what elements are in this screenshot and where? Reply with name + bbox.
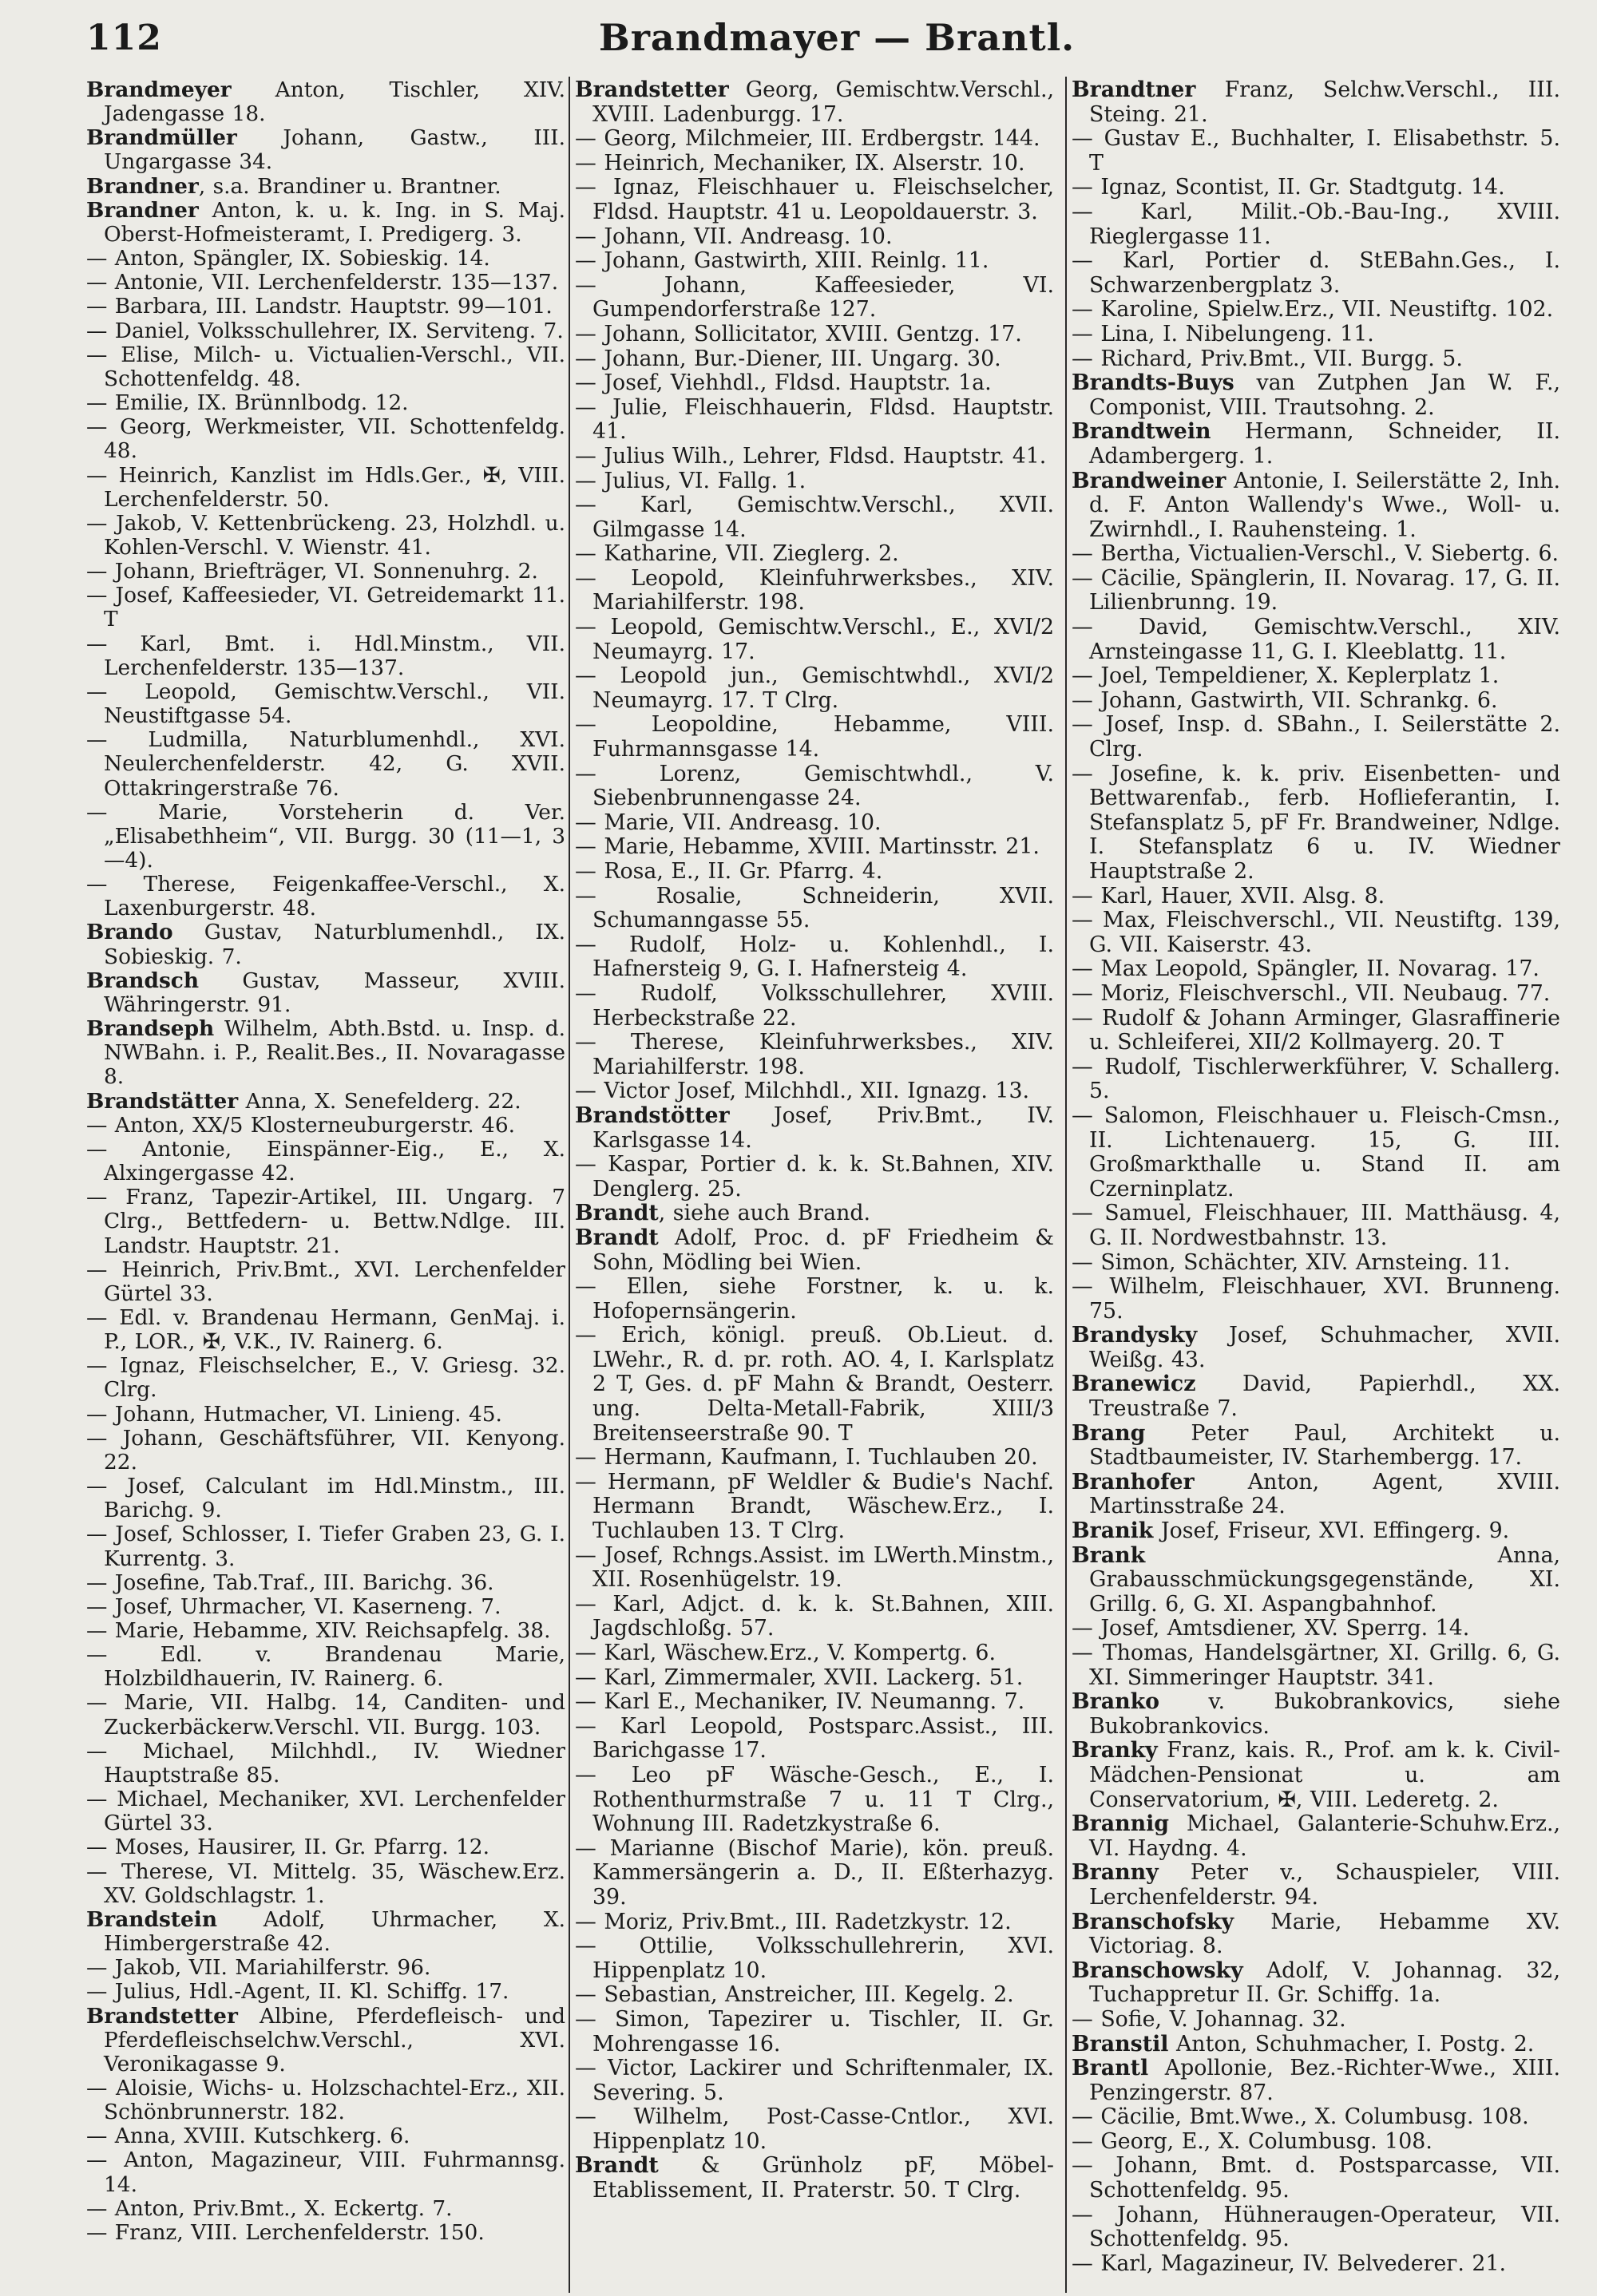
entry-headword: Brandner bbox=[86, 173, 199, 199]
column-3 bbox=[1072, 78, 1560, 2276]
running-head: Brandmayer — Brantl. bbox=[598, 16, 1076, 59]
directory-entry: — Ottilie, Volksschullehrerin, XVI. Hippenplatz 10. bbox=[575, 1934, 1054, 1983]
directory-entry: — Moriz, Priv.Bmt., III. Radetzkystr. 12. bbox=[575, 1909, 1012, 1934]
directory-entry: — Heinrich, Kanzlist im Hdls.Ger., ✠, VIII. Lerchenfelderstr. 50. bbox=[86, 462, 565, 512]
directory-entry: Branko v. Bukobrankovics, siehe Bukobrankovics. bbox=[1072, 1689, 1560, 1739]
directory-entry: — Josef, Schlosser, I. Tiefer Graben 23, G. I. Kurrentg. 3. bbox=[86, 1522, 565, 1571]
directory-entry: — Georg, Werkmeister, VII. Schottenfeldg. 48. bbox=[86, 414, 565, 464]
directory-entry: — Josef, Uhrmacher, VI. Kaserneng. 7. bbox=[86, 1593, 501, 1619]
page-header bbox=[86, 11, 1587, 62]
directory-entry: — Josef, Insp. d. SBahn., I. Seilerstätte 2. Clrg. bbox=[1072, 712, 1560, 762]
directory-entry: — Rudolf, Tischlerwerkführer, V. Schallerg. 5. bbox=[1072, 1054, 1560, 1104]
page-number: 112 bbox=[86, 18, 162, 58]
directory-entry: Brandt & Grünholz pF, Möbel-Etablissement, II. Praterstr. 50. T Clrg. bbox=[575, 2153, 1054, 2203]
directory-entry: — Julius, VI. Fallg. 1. bbox=[575, 468, 806, 493]
directory-entry: — Josef, Amtsdiener, XV. Sperrg. 14. bbox=[1072, 1616, 1470, 1641]
directory-entry: Brandstetter Albine, Pferdefleisch- und Pferdefleischselchw.Verschl., XVI. Veronikagasse 9. bbox=[86, 2003, 565, 2076]
directory-entry: — Daniel, Volksschullehrer, IX. Serviteng. 7. bbox=[86, 318, 564, 343]
directory-entry: — Richard, Priv.Bmt., VII. Burgg. 5. bbox=[1072, 346, 1463, 371]
directory-entry: — Julius Wilh., Lehrer, Fldsd. Hauptstr. 41. bbox=[575, 443, 1047, 469]
directory-entry: Brandt Adolf, Proc. d. pF Friedheim & Sohn, Mödling bei Wien. bbox=[575, 1225, 1054, 1275]
directory-entry: Branhofer Anton, Agent, XVIII. Martinsstraße 24. bbox=[1072, 1469, 1560, 1519]
entry-headword: Brandsch bbox=[86, 968, 200, 993]
directory-entry: — Karl, Adjct. d. k. k. St.Bahnen, XIII. Jagdschloßg. 57. bbox=[575, 1591, 1054, 1641]
directory-entry: — Anton, XX/5 Klosterneuburgerstr. 46. bbox=[86, 1112, 516, 1138]
directory-entry: — Cäcilie, Bmt.Wwe., X. Columbusg. 108. bbox=[1072, 2104, 1529, 2130]
directory-entry: — Michael, Mechaniker, XVI. Lerchenfelder Gürtel 33. bbox=[86, 1787, 565, 1836]
directory-entry: — Wilhelm, Post-Casse-Cntlor., XVI. Hippenplatz 10. bbox=[575, 2104, 1054, 2154]
directory-entry: Brang Peter Paul, Architekt u. Stadtbaumeister, IV. Starhembergg. 17. bbox=[1072, 1420, 1560, 1471]
directory-entry: Brandstätter Anna, X. Senefelderg. 22. bbox=[86, 1088, 521, 1114]
directory-entry: — Johann, VII. Andreasg. 10. bbox=[575, 224, 893, 249]
directory-entry: Brando Gustav, Naturblumenhdl., IX. Sobieskig. 7. bbox=[86, 920, 565, 969]
entry-headword: Branny bbox=[1072, 1860, 1159, 1886]
directory-entry: — Karl, Bmt. i. Hdl.Minstm., VII. Lerchenfelderstr. 135—137. bbox=[86, 631, 565, 680]
directory-entry: Brandtner Franz, Selchw.Verschl., III. Steing. 21. bbox=[1072, 77, 1560, 127]
entry-headword: Brandmeyer bbox=[86, 77, 232, 102]
directory-entry: — Anton, Magazineur, VIII. Fuhrmannsg. 14. bbox=[86, 2148, 565, 2197]
entry-headword: Brandts-Buys bbox=[1072, 370, 1234, 396]
entry-headword: Brandysky bbox=[1072, 1323, 1198, 1348]
directory-entry: — Barbara, III. Landstr. Hauptstr. 99—101. bbox=[86, 294, 553, 319]
directory-entry: — Josef, Viehhdl., Fldsd. Hauptstr. 1a. bbox=[575, 370, 992, 396]
directory-entry: — Karl, Portier d. StEBahn.Ges., I. Schwarzenbergplatz 3. bbox=[1072, 248, 1560, 298]
entry-headword: Branschofsky bbox=[1072, 1909, 1234, 1934]
directory-entry: — Samuel, Fleischhauer, III. Matthäusg. 4, G. II. Nordwestbahnstr. 13. bbox=[1072, 1201, 1560, 1250]
entry-headword: Brandner bbox=[86, 197, 199, 223]
directory-entry: — Jakob, V. Kettenbrückeng. 23, Holzhdl. u. Kohlen-Verschl. V. Wienstr. 41. bbox=[86, 510, 565, 560]
directory-entry: — Therese, VI. Mittelg. 35, Wäschew.Erz. XV. Goldschlagstr. 1. bbox=[86, 1859, 565, 1908]
entry-headword: Branky bbox=[1072, 1738, 1158, 1764]
directory-entry: Brandsch Gustav, Masseur, XVIII. Währingerstr. 91. bbox=[86, 968, 565, 1017]
directory-entry: — Victor, Lackirer und Schriftenmaler, IX. Severing. 5. bbox=[575, 2056, 1054, 2105]
entry-headword: Brandweiner bbox=[1072, 468, 1226, 493]
entry-headword: Brantl bbox=[1072, 2056, 1149, 2081]
directory-entry: — Karl Leopold, Postsparc.Assist., III. Barichgasse 17. bbox=[575, 1713, 1054, 1764]
directory-entry: — Rudolf, Holz- u. Kohlenhdl., I. Hafnersteig 9, G. I. Hafnersteig 4. bbox=[575, 932, 1054, 982]
directory-entry: — Ignaz, Fleischhauer u. Fleischselcher, Fldsd. Hauptstr. 41 u. Leopoldauerstr. 3. bbox=[575, 175, 1054, 224]
directory-entry: — Karl, Hauer, XVII. Alsg. 8. bbox=[1072, 883, 1385, 909]
entry-headword: Branstil bbox=[1072, 2031, 1169, 2057]
directory-entry: Brandstetter Georg, Gemischtw.Verschl., XVIII. Ladenburgg. 17. bbox=[575, 77, 1054, 127]
directory-entry: — Hermann, pF Weldler & Budie's Nachf. Hermann Brandt, Wäschew.Erz., I. Tuchlauben 13. T Clrg. bbox=[575, 1469, 1054, 1544]
directory-entry: Branik Josef, Friseur, XVI. Effingerg. 9. bbox=[1072, 1518, 1510, 1544]
directory-entry: Branny Peter v., Schauspieler, VIII. Lerchenfelderstr. 94. bbox=[1072, 1860, 1560, 1910]
directory-entry: — Max, Fleischverschl., VII. Neustiftg. 139, G. VII. Kaiserstr. 43. bbox=[1072, 908, 1560, 957]
directory-entry: — Simon, Schächter, XIV. Arnsteing. 11. bbox=[1072, 1249, 1511, 1275]
directory-entry: Brannig Michael, Galanterie-Schuhw.Erz., VI. Haydng. 4. bbox=[1072, 1811, 1560, 1861]
directory-entry: — Therese, Kleinfuhrwerksbes., XIV. Mariahilferstr. 198. bbox=[575, 1030, 1054, 1079]
directory-entry: — Karl, Magazineur, IV. Belvederег. 21. bbox=[1072, 2250, 1507, 2276]
directory-entry: — Karl E., Mechaniker, IV. Neumanng. 7. bbox=[575, 1689, 1025, 1715]
directory-entry: — Therese, Feigenkaffee-Verschl., X. Laxenburgerstr. 48. bbox=[86, 872, 565, 921]
entry-headword: Brandstätter bbox=[86, 1088, 239, 1114]
directory-entry: — Rudolf & Johann Arminger, Glasraffinerie u. Schleiferei, XII/2 Kollmayerg. 20. T bbox=[1072, 1005, 1560, 1055]
directory-entry: — Johann, Geschäftsführer, VII. Kenyong. 22. bbox=[86, 1425, 565, 1475]
entry-headword: Brandt bbox=[575, 1201, 659, 1226]
directory-entry: Brandysky Josef, Schuhmacher, XVII. Weißg. 43. bbox=[1072, 1323, 1560, 1372]
directory-entry: — Lina, I. Nibelungeng. 11. bbox=[1072, 321, 1374, 346]
directory-entry: — Ellen, siehe Forstner, k. u. k. Hofopernsängerin. bbox=[575, 1274, 1054, 1324]
entry-headword: Brang bbox=[1072, 1420, 1146, 1446]
directory-entry: — Edl. v. Brandenau Marie, Holzbildhauerin, IV. Rainerg. 6. bbox=[86, 1642, 565, 1692]
directory-entry: — Heinrich, Mechaniker, IX. Alserstr. 10. bbox=[575, 150, 1025, 176]
directory-entry: Brandseph Wilhelm, Abth.Bstd. u. Insp. d. NWBahn. i. P., Realit.Bes., II. Novaragasse 8. bbox=[86, 1016, 565, 1090]
directory-entry: — Anton, Spängler, IX. Sobieskig. 14. bbox=[86, 246, 490, 271]
directory-entry: — Johann, Bmt. d. Postsparcasse, VII. Schottenfeldg. 95. bbox=[1072, 2153, 1560, 2203]
directory-entry: Brandmeyer Anton, Tischler, XIV. Jadengasse 18. bbox=[86, 77, 565, 127]
directory-entry: — Ludmilla, Naturblumenhdl., XVI. Neulerchenfelderstr. 42, G. XVII. Ottakringerstraße 76. bbox=[86, 727, 565, 801]
directory-entry: — Marie, Hebamme, XIV. Reichsapfelg. 38. bbox=[86, 1618, 551, 1643]
directory-entry: Brandner, s.a. Brandiner u. Brantner. bbox=[86, 173, 501, 199]
directory-entry: — Marie, VII. Halbg. 14, Canditen- und Zuckerbäckerw.Verschl. VII. Burgg. 103. bbox=[86, 1690, 565, 1740]
directory-entry: — Karl, Gemischtw.Verschl., XVII. Gilmgasse 14. bbox=[575, 493, 1054, 542]
directory-entry: — Max Leopold, Spängler, II. Novarag. 17. bbox=[1072, 956, 1540, 982]
directory-entry: — Josef, Rchngs.Assist. im LWerth.Minstm., XII. Rosenhügelstr. 19. bbox=[575, 1542, 1054, 1593]
entry-headword: Brando bbox=[86, 920, 173, 945]
entry-headword: Brandt bbox=[575, 1225, 659, 1250]
column-divider bbox=[1065, 77, 1067, 2293]
directory-entry: — Julius, Hdl.-Agent, II. Kl. Schiffg. 17. bbox=[86, 1979, 509, 2005]
entry-headword: Brandmüller bbox=[86, 125, 237, 151]
directory-entry: — Johann, Gastwirth, VII. Schrankg. 6. bbox=[1072, 687, 1498, 713]
directory-entry: — Anton, Priv.Bmt., X. Eckertg. 7. bbox=[86, 2195, 453, 2221]
directory-entry: — Josef, Calculant im Hdl.Minstm., III. Barichg. 9. bbox=[86, 1474, 565, 1523]
directory-entry: — Joel, Tempeldiener, X. Keplerplatz 1. bbox=[1072, 663, 1500, 689]
directory-entry: — Johann, Gastwirth, XIII. Reinlg. 11. bbox=[575, 248, 989, 274]
directory-entry: — Johann, Bur.-Diener, III. Ungarg. 30. bbox=[575, 346, 1001, 371]
column-1 bbox=[86, 78, 565, 2245]
directory-entry: — Lorenz, Gemischtwhdl., V. Siebenbrunnengasse 24. bbox=[575, 761, 1054, 811]
directory-entry: — Julie, Fleischhauerin, Fldsd. Hauptstr. 41. bbox=[575, 394, 1054, 445]
directory-entry: — Moses, Hausirer, II. Gr. Pfarrg. 12. bbox=[86, 1835, 489, 1860]
directory-entry: — Sebastian, Anstreicher, III. Kegelg. 2. bbox=[575, 1982, 1014, 2008]
directory-entry: — Anna, XVIII. Kutschkerg. 6. bbox=[86, 2124, 410, 2149]
directory-entry: Branewicz David, Papierhdl., XX. Treustraße 7. bbox=[1072, 1372, 1560, 1422]
directory-entry: — Wilhelm, Fleischhauer, XVI. Brunneng. 75. bbox=[1072, 1274, 1560, 1324]
directory-entry: — Franz, VIII. Lerchenfelderstr. 150. bbox=[86, 2219, 485, 2245]
directory-entry: — Katharine, VII. Zieglerg. 2. bbox=[575, 541, 899, 567]
directory-entry: — Elise, Milch- u. Victualien-Verschl., VII. Schottenfeldg. 48. bbox=[86, 342, 565, 391]
directory-entry: — Kaspar, Portier d. k. k. St.Bahnen, XIV. Denglerg. 25. bbox=[575, 1152, 1054, 1201]
directory-entry: — Antonie, VII. Lerchenfelderstr. 135—137. bbox=[86, 270, 559, 295]
directory-entry: — Michael, Milchhdl., IV. Wiedner Hauptstraße 85. bbox=[86, 1738, 565, 1787]
directory-entry: — Georg, E., X. Columbusg. 108. bbox=[1072, 2128, 1433, 2154]
directory-entry: Brantl Apollonie, Bez.-Richter-Wwe., XIII. Penzingerstr. 87. bbox=[1072, 2056, 1560, 2105]
directory-entry: — Hermann, Kaufmann, I. Tuchlauben 20. bbox=[575, 1445, 1038, 1471]
directory-entry: — Ignaz, Scontist, II. Gr. Stadtgutg. 14. bbox=[1072, 175, 1505, 200]
entry-headword: Brandtner bbox=[1072, 77, 1196, 102]
directory-entry: — Heinrich, Priv.Bmt., XVI. Lerchenfelder Gürtel 33. bbox=[86, 1257, 565, 1306]
directory-entry: — Moriz, Fleischverschl., VII. Neubaug. 77. bbox=[1072, 980, 1551, 1006]
directory-entry: — Josefine, Tab.Traf., III. Barichg. 36. bbox=[86, 1570, 494, 1595]
directory-entry: Brandts-Buys van Zutphen Jan W. F., Componist, VIII. Trautsohng. 2. bbox=[1072, 370, 1560, 420]
directory-entry: — Georg, Milchmeier, III. Erdbergstr. 144. bbox=[575, 126, 1040, 152]
directory-entry: — Ignaz, Fleischselcher, E., V. Griesg. 32. Clrg. bbox=[86, 1353, 565, 1403]
directory-entry: — Marianne (Bischof Marie), kön. preuß. Kammersängerin a. D., II. Eßterhazyg. 39. bbox=[575, 1835, 1054, 1910]
entry-headword: Brandstetter bbox=[86, 2003, 238, 2029]
column-2 bbox=[575, 78, 1054, 2203]
directory-entry: — Leopold, Gemischtw.Verschl., VII. Neustiftgasse 54. bbox=[86, 679, 565, 729]
directory-entry: — Cäcilie, Spänglerin, II. Novarag. 17, G. II. Lilienbrunng. 19. bbox=[1072, 565, 1560, 616]
directory-entry: — Gustav E., Buchhalter, I. Elisabethstr. 5. T bbox=[1072, 126, 1560, 176]
directory-entry: — Johann, Hühneraugen-Operateur, VII. Schottenfeldg. 95. bbox=[1072, 2202, 1560, 2252]
directory-entry: — Karoline, Spielw.Erz., VII. Neustiftg. 102. bbox=[1072, 297, 1554, 323]
directory-entry: — Leopold jun., Gemischtwhdl., XVI/2 Neumayrg. 17. T Clrg. bbox=[575, 663, 1054, 713]
directory-entry: — Bertha, Victualien-Verschl., V. Siebertg. 6. bbox=[1072, 541, 1559, 567]
directory-entry: Brandstein Adolf, Uhrmacher, X. Himbergerstraße 42. bbox=[86, 1906, 565, 1957]
directory-entry: — Leo pF Wäsche-Gesch., E., I. Rothenthurmstraße 7 u. 11 T Clrg., Wohnung III. Radetzkystraße 6. bbox=[575, 1762, 1054, 1837]
entry-headword: Brandseph bbox=[86, 1016, 215, 1042]
directory-entry: Brank Anna, Grabausschmückungsgegenstände, XI. Grillg. 6, G. XI. Aspangbahnhof. bbox=[1072, 1542, 1560, 1617]
directory-entry: — Karl, Milit.-Ob.-Bau-Ing., XVIII. Rieglergasse 11. bbox=[1072, 199, 1560, 249]
entry-headword: Brandstetter bbox=[575, 77, 729, 102]
directory-entry: — Simon, Tapezirer u. Tischler, II. Gr. Mohrengasse 16. bbox=[575, 2006, 1054, 2057]
directory-entry: Branstil Anton, Schuhmacher, I. Postg. 2. bbox=[1072, 2031, 1535, 2057]
directory-entry: — Josefine, k. k. priv. Eisenbetten- und Bettwarenfab., ferb. Hoflieferantin, I. Stefansplatz 5, pF Fr. Brandweiner, Ndlge. I. Stefansplatz 6 u. IV. Wiedner Hauptstraße 2. bbox=[1072, 761, 1560, 884]
column-divider bbox=[569, 77, 570, 2293]
directory-entry: Brandmüller Johann, Gastw., III. Ungargasse 34. bbox=[86, 125, 565, 175]
directory-entry: — Rosalie, Schneiderin, XVII. Schumanngasse 55. bbox=[575, 883, 1054, 933]
directory-entry: Brandner Anton, k. u. k. Ing. in S. Maj. Oberst-Hofmeisteramt, I. Predigerg. 3. bbox=[86, 197, 565, 247]
directory-entry: — Salomon, Fleischhauer u. Fleisch-Cmsn., II. Lichtenauerg. 15, G. III. Großmarkthalle u. Stand II. am Czerninplatz. bbox=[1072, 1102, 1560, 1201]
directory-entry: — David, Gemischtw.Verschl., XIV. Arnsteingasse 11, G. I. Kleeblattg. 11. bbox=[1072, 615, 1560, 664]
directory-entry: Branschowsky Adolf, V. Johannag. 32, Tuchappretur II. Gr. Schiffg. 1a. bbox=[1072, 1958, 1560, 2008]
directory-entry: — Marie, Vorsteherin d. Ver. „Elisabethheim“, VII. Burgg. 30 (11—1, 3—4). bbox=[86, 799, 565, 873]
directory-entry: — Johann, Sollicitator, XVIII. Gentzg. 17. bbox=[575, 321, 1022, 346]
directory-entry: — Jakob, VII. Mariahilferstr. 96. bbox=[86, 1955, 431, 1981]
entry-headword: Branik bbox=[1072, 1518, 1154, 1544]
directory-entry: — Johann, Kaffeesieder, VI. Gumpendorferstraße 127. bbox=[575, 272, 1054, 323]
directory-entry: Brandt, siehe auch Brand. bbox=[575, 1201, 871, 1226]
directory-entry: — Rosa, E., II. Gr. Pfarrg. 4. bbox=[575, 859, 883, 884]
entry-headword: Brandt bbox=[575, 2153, 659, 2179]
directory-entry: — Leopold, Kleinfuhrwerksbes., XIV. Mariahilferstr. 198. bbox=[575, 565, 1054, 616]
directory-entry: — Johann, Hutmacher, VI. Linieng. 45. bbox=[86, 1401, 502, 1427]
entry-headword: Brandtwein bbox=[1072, 419, 1211, 445]
directory-entry: — Erich, königl. preuß. Ob.Lieut. d. LWehr., R. d. pr. roth. AO. 4, I. Karlsplatz 2 T, Ges. d. pF Mahn & Brandt, Oesterr. ung. Delta-Metall-Fabrik, XIII/3 Breitenseerstraße 90. T bbox=[575, 1323, 1054, 1446]
directory-entry: — Franz, Tapezir-Artikel, III. Ungarg. 7 Clrg., Bettfedern- u. Bettw.Ndlge. III. Landstr. Hauptstr. 21. bbox=[86, 1185, 565, 1258]
entry-headword: Branewicz bbox=[1072, 1372, 1196, 1397]
entry-headword: Branhofer bbox=[1072, 1469, 1195, 1494]
entry-headword: Branko bbox=[1072, 1689, 1160, 1715]
directory-entry: — Aloisie, Wichs- u. Holzschachtel-Erz., XII. Schönbrunnerstr. 182. bbox=[86, 2075, 565, 2125]
directory-entry: Brandstötter Josef, Priv.Bmt., IV. Karlsgasse 14. bbox=[575, 1102, 1054, 1153]
directory-entry: — Victor Josef, Milchhdl., XII. Ignazg. 13. bbox=[575, 1079, 1030, 1104]
directory-entry: — Antonie, Einspänner-Eig., E., X. Alxingergasse 42. bbox=[86, 1136, 565, 1186]
directory-entry: — Leopold, Gemischtw.Verschl., E., XVI/2 Neumayrg. 17. bbox=[575, 615, 1054, 664]
directory-entry: Branky Franz, kais. R., Prof. am k. k. Civil-Mädchen-Pensionat u. am Conservatorium, ✠, VIII. Lederetg. 2. bbox=[1072, 1738, 1560, 1812]
entry-headword: Brannig bbox=[1072, 1811, 1170, 1837]
directory-entry: — Josef, Kaffeesieder, VI. Getreidemarkt 11. T bbox=[86, 583, 565, 632]
entry-headword: Brandstein bbox=[86, 1906, 218, 1932]
directory-entry: Brandtwein Hermann, Schneider, II. Adambergerg. 1. bbox=[1072, 419, 1560, 469]
entry-headword: Brank bbox=[1072, 1542, 1146, 1568]
directory-entry: Brandweiner Antonie, I. Seilerstätte 2, Inh. d. F. Anton Wallendy's Wwe., Woll- u. Zwirnhdl., I. Rauhensteing. 1. bbox=[1072, 468, 1560, 542]
entry-headword: Branschowsky bbox=[1072, 1958, 1243, 1983]
directory-entry: — Sofie, V. Johannag. 32. bbox=[1072, 2006, 1346, 2032]
directory-entry: — Leopoldine, Hebamme, VIII. Fuhrmannsgasse 14. bbox=[575, 712, 1054, 762]
entry-headword: Brandstötter bbox=[575, 1102, 730, 1128]
directory-entry: Branschofsky Marie, Hebamme XV. Victoriag. 8. bbox=[1072, 1909, 1560, 1959]
directory-entry: — Johann, Briefträger, VI. Sonnenuhrg. 2. bbox=[86, 559, 538, 584]
directory-entry: — Edl. v. Brandenau Hermann, GenMaj. i. P., LOR., ✠, V.K., IV. Rainerg. 6. bbox=[86, 1304, 565, 1355]
directory-entry: — Marie, Hebamme, XVIII. Martinsstr. 21. bbox=[575, 834, 1040, 860]
directory-entry: — Thomas, Handelsgärtner, XI. Grillg. 6, G. XI. Simmeringer Hauptstr. 341. bbox=[1072, 1641, 1560, 1690]
directory-entry: — Marie, VII. Andreasg. 10. bbox=[575, 810, 882, 835]
directory-entry: — Karl, Wäschew.Erz., V. Kompertg. 6. bbox=[575, 1641, 997, 1665]
directory-entry: — Karl, Zimmermaler, XVII. Lackerg. 51. bbox=[575, 1665, 1024, 1690]
directory-entry: — Emilie, IX. Brünnlbodg. 12. bbox=[86, 390, 409, 416]
directory-entry: — Rudolf, Volksschullehrer, XVIII. Herbeckstraße 22. bbox=[575, 980, 1054, 1031]
